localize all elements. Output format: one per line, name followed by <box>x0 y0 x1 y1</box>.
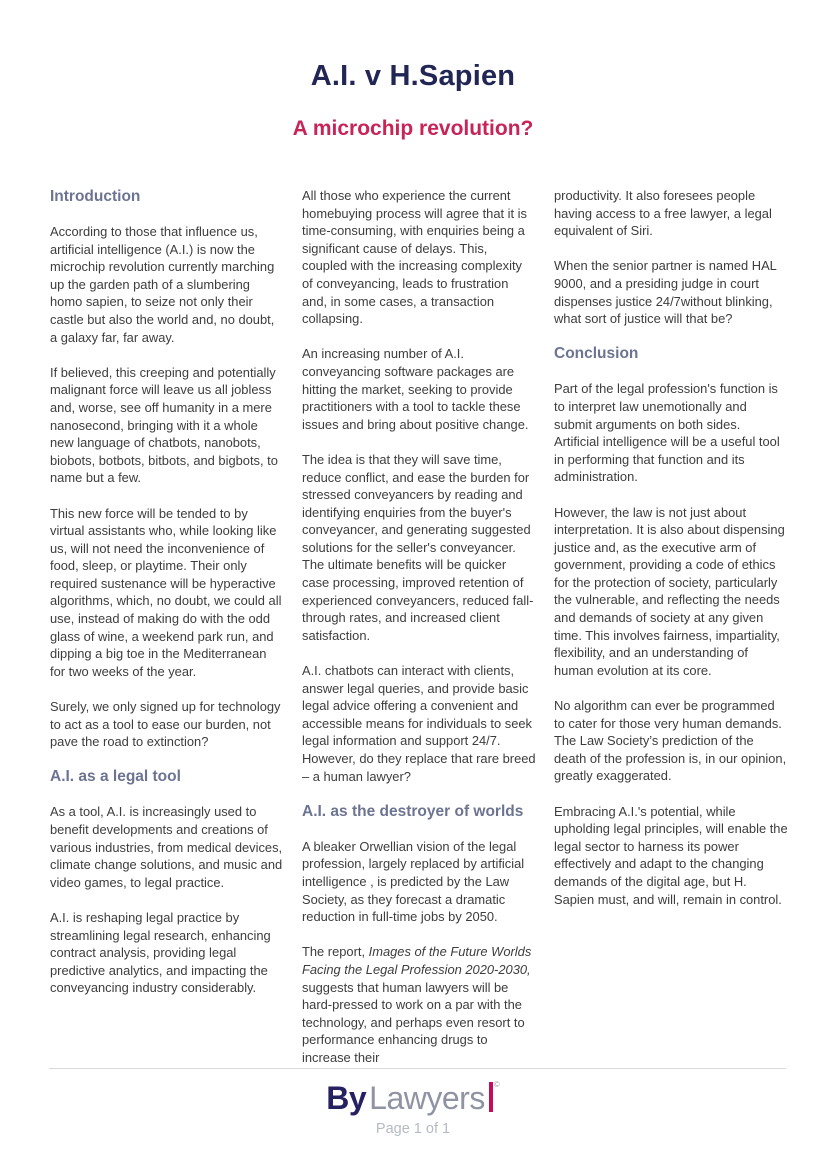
page-number-label: Page 1 of 1 <box>375 1121 451 1137</box>
footer-divider <box>49 1068 786 1069</box>
bylawyers-logo <box>0 1080 826 1117</box>
paragraph: productivity. It also foresees people having access to a free lawyer, a legal equivalent of Siri. <box>554 188 772 239</box>
paragraph: The idea is that they will save time, reduce conflict, and ease the burden for stressed conveyancers by reading and identifying enquiries from the buyer's conveyancer, and generating suggested solutions for the seller's conveyancer. The ultimate benefits will be quicker case processing, improved retention of experienced conveyancers, reduced fall-through rates, and increased client satisfaction. <box>302 451 534 643</box>
paragraph: All those who experience the current homebuying process will agree that it is time-consuming, with enquiries being a significant cause of delays. This, coupled with the increasing complexity of conveyancing, leads to frustration and, in some cases, a transaction collapsing. <box>302 188 527 327</box>
report-title-italic: Images of the Future Worlds Facing the Legal Profession 2020-2030, <box>302 944 532 977</box>
paragraph: An increasing number of A.I. conveyancing software packages are hitting the market, seeking to provide practitioners with a tool to tackle these issues and bring about positive change. <box>302 346 529 432</box>
column-1 <box>50 187 284 1069</box>
paragraph: If believed, this creeping and potentially malignant force will leave us all jobless and, worse, see off humanity in a mere nanosecond, bringing with it a whole new language of chatbots, nanobots, biobots, botbots, bitbots, and bigbots, to name but a few. <box>50 364 278 486</box>
paragraph: This new force will be tended to by virtual assistants who, while looking like us, will not need the inconvenience of food, sleep, or playtime. Their only required sustenance will be hyperactive algorithms, which, no doubt, we could all use, instead of making do with the odd glass of wine, a weekend park run, and dipping a big toe in the Mediterranean for two weeks of the year. <box>50 505 282 679</box>
paragraph: Surely, we only signed up for technology to act as a tool to ease our burden, not pave the road to extinction? <box>50 699 281 750</box>
paragraph: As a tool, A.I. is increasingly used to benefit developments and creations of various industries, from medical devices, climate change solutions, and music and video games, to legal practice. <box>50 804 283 890</box>
section-heading: A.I. as the destroyer of worlds <box>302 802 524 820</box>
paragraph: However, the law is not just about interpretation. It is also about dispensing justice and, as the executive arm of government, providing a code of ethics for the protection of society, particularly the vulnerable, and reflecting the needs and demands of society at any given time. This involves fairness, impartiality, flexibility, and an understanding of human evolution at its core. <box>554 504 785 678</box>
article-columns <box>50 187 788 1069</box>
column-2 <box>302 187 536 1069</box>
paragraph <box>302 943 536 1066</box>
copyright-mark-icon: © <box>493 1080 500 1089</box>
section-heading: A.I. as a legal tool <box>50 768 181 786</box>
paragraph: When the senior partner is named HAL 9000, and a presiding judge in court dispenses justice 24/7without blinking, what sort of justice will that be? <box>554 258 777 327</box>
page-title: A.I. v H.Sapien <box>310 60 516 92</box>
paragraph: Part of the legal profession's function is to interpret law unemotionally and submit arguments on both sides. Artificial intelligence will be a useful tool in performing that function and its administration. <box>554 381 780 485</box>
logo-text-lawyers: Lawyers <box>369 1080 485 1116</box>
text-segment: suggests that human lawyers will be hard-pressed to work on a par with the technology, and perhaps even resort to performance enhancing drugs to increase their <box>302 979 525 1065</box>
logo-text-by: By <box>326 1080 367 1116</box>
paragraph: No algorithm can ever be programmed to cater for those very human demands. The Law Society’s prediction of the death of the profession is, in our opinion, greatly exaggerated. <box>554 698 787 784</box>
paragraph: Embracing A.I.'s potential, while upholding legal principles, will enable the legal sector to harness its power effectively and adapt to the changing demands of the digital age, but H. Sapien must, and will, remain in control. <box>554 803 788 907</box>
page-subtitle: A microchip revolution? <box>292 117 534 140</box>
logo-bar-icon <box>489 1082 493 1112</box>
section-heading: Introduction <box>50 188 141 205</box>
paragraph: A.I. chatbots can interact with clients, answer legal queries, and provide basic legal advice offering a convenient and accessible means for individuals to seek legal information and support 24/7. However, do they replace that rare breed – a human lawyer? <box>302 663 536 784</box>
paragraph: According to those that influence us, artificial intelligence (A.I.) is now the microchip revolution currently marching up the garden path of a slumbering homo sapien, to seize not only their castle but also the world and, no doubt, a galaxy far, far away. <box>50 224 275 345</box>
paragraph: A bleaker Orwellian vision of the legal profession, largely replaced by artificial intelligence , is predicted by the Law Society, as they forecast a dramatic reduction in full-time jobs by 2050. <box>302 838 525 925</box>
text-segment: The report, <box>302 944 369 960</box>
column-3 <box>554 187 788 1069</box>
section-heading: Conclusion <box>554 345 639 363</box>
paragraph: A.I. is reshaping legal practice by streamlining legal research, enhancing contract analysis, providing legal predictive analytics, and impacting the conveyancing industry considerably. <box>50 909 271 996</box>
